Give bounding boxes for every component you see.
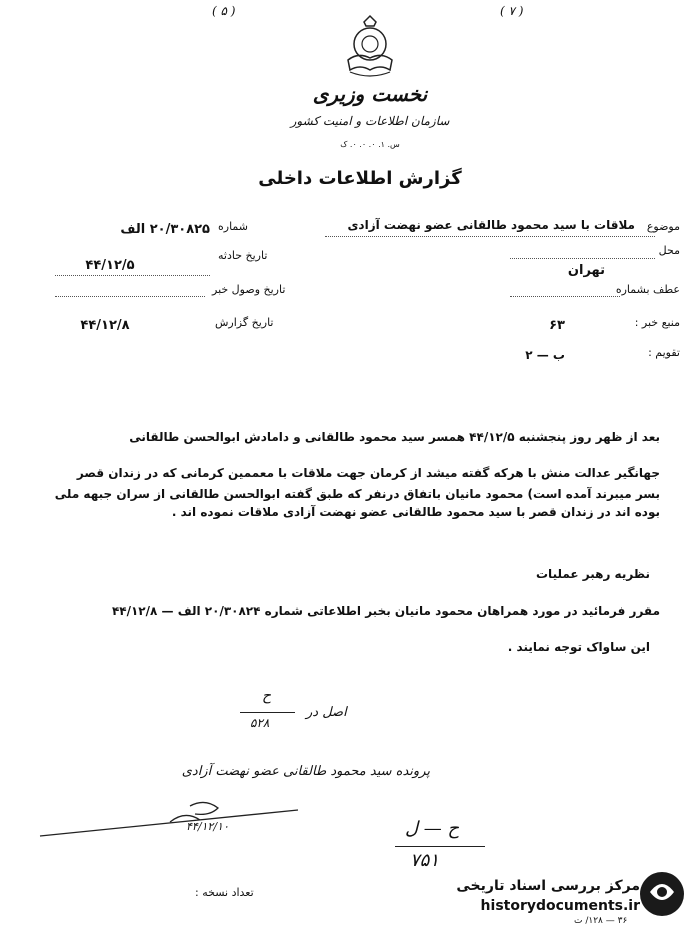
- ministry-title: نخست وزیری: [312, 82, 428, 106]
- evaluation-value: ب — ۲: [525, 348, 565, 362]
- organization-name: سازمان اطلاعات و امنیت کشور: [290, 114, 450, 128]
- subject-label: موضوع: [646, 220, 680, 233]
- place-line: [510, 258, 655, 259]
- receipt-date-line: [55, 296, 205, 297]
- evaluation-label: تقویم :: [648, 346, 680, 359]
- subject-line: [325, 236, 655, 237]
- corner-mark-right: ( ۷ ): [500, 4, 524, 18]
- number-value: ۲۰/۳۰۸۲۵ الف: [120, 222, 210, 237]
- source-label: منبع خبر :: [634, 316, 680, 329]
- copies-label: تعداد نسخه :: [195, 886, 254, 899]
- source-value: ۶۳: [549, 318, 565, 333]
- report-date-label: تاریخ گزارش: [215, 316, 274, 329]
- handwritten-ref-letter: ح: [262, 688, 272, 704]
- lion-and-sun-emblem-icon: [340, 14, 400, 82]
- watermark-text-fa: مرکز بررسی اسناد تاریخی: [456, 878, 640, 894]
- subject-value: ملاقات با سید محمود طالقانی عضو نهضت آزادی: [347, 218, 635, 232]
- footer-form-code: ۳۶ — ۱۲۸/ ت: [574, 916, 628, 926]
- report-type-title: گزارش اطلاعات داخلی: [258, 168, 462, 189]
- handwritten-note-original: اصل در: [306, 705, 347, 720]
- body-line-3: بسر میبرند آمده است) محمود مانیان باتفاق درنفر که طبق گفته ابوالحسن طالقانی از سران جبهه ملی: [54, 487, 660, 501]
- handwritten-corner-number: ۷۵۱: [410, 850, 440, 871]
- body-line-4: بوده اند در زندان قصر با سید محمود طالقانی عضو نهضت آزادی ملاقات نموده اند .: [171, 505, 660, 519]
- place-label: محل: [658, 244, 680, 257]
- form-code: س. ۱. ۰. ۰. ۰. ک: [340, 140, 400, 149]
- incident-date-line: [55, 275, 210, 276]
- reference-label: عطف بشماره: [615, 283, 680, 296]
- report-date-value: ۴۴/۱۲/۸: [80, 318, 130, 333]
- receipt-date-label: تاریخ وصول خبر: [212, 283, 286, 296]
- watermark-text-en: historydocuments.ir: [480, 898, 640, 914]
- archive-logo-icon: [640, 868, 688, 920]
- incident-date-label: تاریخ حادثه: [218, 249, 268, 262]
- signature-icon: [40, 796, 300, 840]
- opinion-heading: نظریه رهبر عملیات: [536, 567, 650, 581]
- incident-date-value: ۴۴/۱۲/۵: [85, 258, 135, 273]
- body-line-1: بعد از ظهر روز پنجشنبه ۴۴/۱۲/۵ همسر سید محمود طالقانی و دامادش ابوالحسن طالقانی: [129, 430, 660, 444]
- handwritten-corner-line: [395, 846, 485, 847]
- opinion-line-2: این ساواک توجه نمایند .: [507, 640, 650, 654]
- reference-line: [510, 296, 620, 297]
- handwritten-note-file: پرونده سید محمود طالقانی عضو نهضت آزادی: [181, 764, 430, 779]
- handwritten-corner-letters: ح — ل: [405, 818, 460, 839]
- body-line-2: جهانگیر عدالت منش با هرکه گفته میشد از کرمان جهت ملاقات با معممین کرمانی که در زندان قصر: [76, 466, 660, 480]
- place-value: تهران: [567, 263, 605, 278]
- number-label: شماره: [218, 220, 249, 233]
- handwritten-fraction-line: [240, 712, 295, 713]
- opinion-line-1: مقرر فرمائید در مورد همراهان محمود مانیان بخبر اطلاعاتی شماره ۲۰/۳۰۸۲۴ الف — ۴۴/۱۲/۸: [111, 604, 660, 618]
- corner-mark-left: ( ۵ ): [212, 4, 236, 18]
- handwritten-ref-number: ۵۲۸: [250, 716, 270, 730]
- handwritten-date: ۴۴/۱۲/۱۰: [186, 820, 229, 833]
